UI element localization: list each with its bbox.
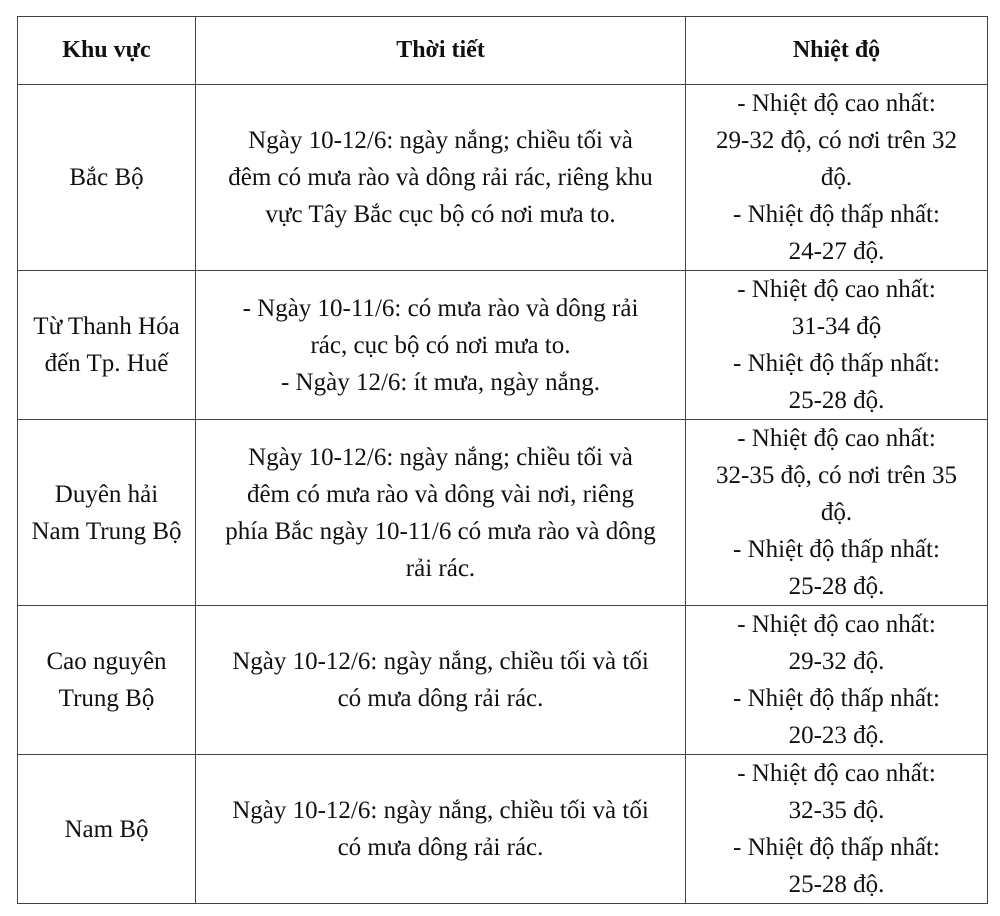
temperature-text: 24-27 độ. xyxy=(788,238,885,265)
weather-cell xyxy=(196,420,686,606)
weather-text: Ngày 10-12/6: ngày nắng, chiều tối và tối xyxy=(232,797,649,824)
table-row xyxy=(18,271,988,420)
weather-text: có mưa dông rải rác. xyxy=(337,685,544,712)
temperature-text: 25-28 độ. xyxy=(788,387,885,414)
weather-text: vực Tây Bắc cục bộ có nơi mưa to. xyxy=(265,201,616,228)
region-cell xyxy=(18,85,196,271)
weather-cell xyxy=(196,271,686,420)
temperature-text: 25-28 độ. xyxy=(788,573,885,600)
temperature-cell xyxy=(686,755,988,904)
region-cell xyxy=(18,271,196,420)
weather-text: Ngày 10-12/6: ngày nắng, chiều tối và tối xyxy=(232,648,649,675)
region-text: Duyên hải xyxy=(54,480,159,508)
temperature-text: - Nhiệt độ thấp nhất: xyxy=(733,536,940,563)
weather-text: phía Bắc ngày 10-11/6 có mưa rào và dông xyxy=(225,517,656,545)
temperature-text: - Nhiệt độ cao nhất: xyxy=(737,611,936,638)
weather-text: có mưa dông rải rác. xyxy=(337,834,544,861)
temperature-text: - Nhiệt độ cao nhất: xyxy=(737,276,936,303)
region-cell xyxy=(18,606,196,755)
region-text: Nam Bộ xyxy=(64,815,149,843)
table-row xyxy=(18,85,988,271)
temperature-text: - Nhiệt độ thấp nhất: xyxy=(733,834,940,861)
table-row xyxy=(18,755,988,904)
header-weather: Thời tiết xyxy=(196,17,686,85)
region-text: Bắc Bộ xyxy=(69,164,144,191)
temperature-text: 32-35 độ, có nơi trên 35 xyxy=(716,462,957,489)
temperature-cell xyxy=(686,271,988,420)
weather-cell xyxy=(196,606,686,755)
weather-text: - Ngày 12/6: ít mưa, ngày nắng. xyxy=(280,368,601,396)
weather-text: Ngày 10-12/6: ngày nắng; chiều tối và xyxy=(248,127,633,154)
table-row xyxy=(18,420,988,606)
weather-forecast-table xyxy=(17,16,988,904)
weather-text: rác, cục bộ có nơi mưa to. xyxy=(310,331,571,359)
region-text: Cao nguyên xyxy=(46,648,167,675)
table-row xyxy=(18,606,988,755)
region-text: Từ Thanh Hóa xyxy=(33,313,180,340)
temperature-text: 29-32 độ. xyxy=(788,648,885,675)
weather-text: - Ngày 10-11/6: có mưa rào và dông rải xyxy=(242,294,639,322)
region-text: Trung Bộ xyxy=(58,685,155,712)
table-header-row xyxy=(18,17,988,85)
temperature-text: độ. xyxy=(820,164,853,191)
temperature-text: 31-34 độ xyxy=(791,313,882,340)
temperature-text: 29-32 độ, có nơi trên 32 xyxy=(716,127,957,154)
temperature-text: - Nhiệt độ cao nhất: xyxy=(737,760,936,787)
region-cell xyxy=(18,420,196,606)
weather-text: đêm có mưa rào và dông rải rác, riêng khu xyxy=(228,164,653,191)
header-temperature: Nhiệt độ xyxy=(686,17,988,85)
temperature-text: 20-23 độ. xyxy=(788,722,885,749)
weather-text: rải rác. xyxy=(405,554,476,582)
weather-text: Ngày 10-12/6: ngày nắng; chiều tối và xyxy=(248,443,633,471)
temperature-text: 25-28 độ. xyxy=(788,871,885,898)
region-cell xyxy=(18,755,196,904)
temperature-cell xyxy=(686,420,988,606)
temperature-cell xyxy=(686,85,988,271)
weather-cell xyxy=(196,755,686,904)
temperature-text: - Nhiệt độ thấp nhất: xyxy=(733,350,940,377)
temperature-text: - Nhiệt độ cao nhất: xyxy=(737,90,936,117)
weather-text: đêm có mưa rào và dông vài nơi, riêng xyxy=(246,480,635,508)
weather-cell xyxy=(196,85,686,271)
temperature-text: - Nhiệt độ thấp nhất: xyxy=(733,685,940,712)
temperature-text: - Nhiệt độ thấp nhất: xyxy=(733,201,940,228)
temperature-text: - Nhiệt độ cao nhất: xyxy=(737,425,936,452)
region-text: Nam Trung Bộ xyxy=(31,517,182,545)
temperature-text: độ. xyxy=(820,499,853,526)
temperature-cell xyxy=(686,606,988,755)
header-region: Khu vực xyxy=(18,17,196,85)
temperature-text: 32-35 độ. xyxy=(788,797,885,824)
region-text: đến Tp. Huế xyxy=(44,350,169,377)
